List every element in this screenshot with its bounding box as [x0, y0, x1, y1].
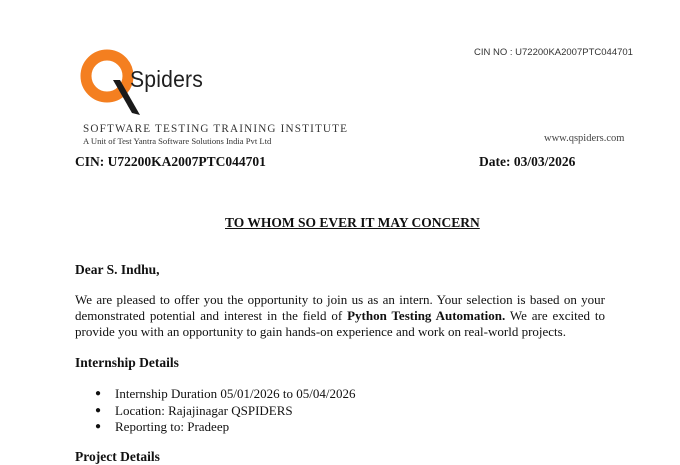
paragraph-field-name: Python Testing Automation. — [347, 308, 506, 323]
cin-number-top: CIN NO : U72200KA2007PTC044701 — [474, 47, 633, 58]
paragraph-text-1: We are pleased to offer you the opportunity to join us as an intern. Your selection is based on your demonstrated potential and interest in the field of — [75, 292, 605, 323]
internship-details-list — [95, 386, 355, 436]
letter-date: Date: 03/03/2026 — [479, 154, 576, 169]
list-item-text: Internship Duration 05/01/2026 to 05/04/2026 — [115, 386, 356, 401]
unit-line: A Unit of Test Yantra Software Solutions India Pvt Ltd — [83, 136, 272, 146]
list-item-text: Location: Rajajinagar QSPIDERS — [115, 402, 293, 418]
list-item — [95, 419, 355, 436]
list-item — [95, 403, 355, 420]
list-item-text: Reporting to: Pradeep — [115, 419, 230, 434]
bullet-icon: ● — [95, 404, 102, 416]
logo-wordmark: Spiders — [130, 66, 204, 92]
paragraph-text-2: We are excited to provide you with an opportunity to gain hands-on experience and work on real-world projects. — [75, 308, 606, 339]
institute-tagline: SOFTWARE TESTING TRAINING INSTITUTE — [83, 123, 349, 135]
offer-paragraph — [75, 292, 605, 340]
salutation: Dear S. Indhu, — [75, 262, 160, 277]
bullet-icon: ● — [95, 388, 102, 399]
project-details-heading: Project Details — [75, 449, 160, 464]
internship-details-heading: Internship Details — [75, 355, 179, 370]
cin-number: CIN: U72200KA2007PTC044701 — [75, 154, 266, 169]
website-link[interactable]: www.qspiders.com — [544, 133, 625, 144]
bullet-icon: ● — [95, 421, 102, 432]
letter-heading: TO WHOM SO EVER IT MAY CONCERN — [225, 215, 480, 230]
list-item — [95, 386, 355, 403]
